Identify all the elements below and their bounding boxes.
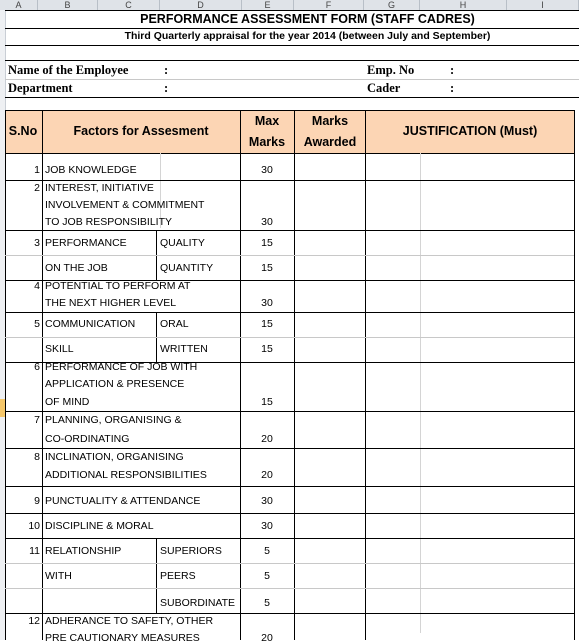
header-max-line2: Marks xyxy=(248,135,286,149)
row-3-factor-line2: ON THE JOB xyxy=(45,262,108,274)
row-8-factor-line1: INCLINATION, ORGANISING xyxy=(45,451,184,463)
department-label: Department xyxy=(8,81,73,95)
row-6-factor-line3: OF MIND xyxy=(45,396,90,408)
row-1-factor: JOB KNOWLEDGE xyxy=(45,164,137,176)
row-5-max-written: 15 xyxy=(261,343,273,355)
row-2-factor-line3: TO JOB RESPONSIBILITY xyxy=(45,216,173,228)
employee-name-label: Name of the Employee xyxy=(8,63,129,77)
row-11-max-superiors: 5 xyxy=(264,545,270,557)
emp-no-label: Emp. No xyxy=(367,63,415,77)
row-1-sno: 1 xyxy=(34,164,40,176)
row-10-max: 30 xyxy=(261,520,273,532)
row-3-sub-quality: QUALITY xyxy=(160,237,205,249)
row-2-sno: 2 xyxy=(34,182,40,194)
column-header-c[interactable]: C xyxy=(98,0,160,10)
row-10-sno: 10 xyxy=(28,520,40,532)
employee-name-colon: : xyxy=(164,63,169,77)
column-header-a[interactable]: A xyxy=(0,0,38,10)
row-3-max-quantity: 15 xyxy=(261,262,273,274)
row-11-max-peers: 5 xyxy=(264,570,270,582)
row-8-max: 20 xyxy=(261,469,273,481)
row-12-factor-line2: PRE CAUTIONARY MEASURES xyxy=(45,632,200,644)
header-sno: S.No xyxy=(8,124,38,138)
row-3-factor-line1: PERFORMANCE xyxy=(45,237,127,249)
header-awarded-line2: Awarded xyxy=(303,135,357,149)
row-7-max: 20 xyxy=(261,433,273,445)
cader-label: Cader xyxy=(367,81,401,95)
form-title: PERFORMANCE ASSESSMENT FORM (STAFF CADRES) xyxy=(140,12,475,26)
department-colon: : xyxy=(164,81,169,95)
row-6-max: 15 xyxy=(261,396,273,408)
row-3-sub-quantity: QUANTITY xyxy=(160,262,214,274)
row-4-max: 30 xyxy=(261,297,273,309)
row-3-sno: 3 xyxy=(34,237,40,249)
column-header-e[interactable]: E xyxy=(242,0,294,10)
row-5-sub-oral: ORAL xyxy=(160,318,189,330)
row-7-factor-line1: PLANNING, ORGANISING & xyxy=(45,414,182,426)
row-6-factor-line2: APPLICATION & PRESENCE xyxy=(45,378,185,390)
cader-colon: : xyxy=(450,81,455,95)
row-11-sub-superiors: SUPERIORS xyxy=(160,545,222,557)
header-awarded-line1: Marks xyxy=(311,114,349,128)
row-11-sub-peers: PEERS xyxy=(160,570,196,582)
header-justification: JUSTIFICATION (Must) xyxy=(402,124,538,138)
header-factors: Factors for Assesment xyxy=(73,124,209,138)
row-9-factor: PUNCTUALITY & ATTENDANCE xyxy=(45,495,201,507)
row-4-sno: 4 xyxy=(34,280,40,292)
row-5-factor-line1: COMMUNICATION xyxy=(45,318,136,330)
column-header-b[interactable]: B xyxy=(38,0,98,10)
row-5-factor-line2: SKILL xyxy=(45,343,74,355)
row-6-factor-line1: PERFORMANCE OF JOB WITH xyxy=(45,361,198,373)
row-10-factor: DISCIPLINE & MORAL xyxy=(45,520,154,532)
row-2-max: 30 xyxy=(261,216,273,228)
row-7-sno: 7 xyxy=(34,414,40,426)
row-6-sno: 6 xyxy=(34,361,40,373)
row-5-sub-written: WRITTEN xyxy=(160,343,208,355)
column-header-f[interactable]: F xyxy=(294,0,364,10)
row-1-max: 30 xyxy=(261,164,273,176)
column-header-g[interactable]: G xyxy=(364,0,420,10)
row-11-sub-subordinate: SUBORDINATE xyxy=(160,597,236,609)
row-11-factor-line1: RELATIONSHIP xyxy=(45,545,122,557)
emp-no-colon: : xyxy=(450,63,455,77)
row-8-factor-line2: ADDITIONAL RESPONSIBILITIES xyxy=(45,469,207,481)
row-12-max: 20 xyxy=(261,632,273,644)
row-11-sno: 11 xyxy=(29,545,40,557)
row-4-factor-line1: POTENTIAL TO PERFORM AT xyxy=(45,280,191,292)
row-11-max-subordinate: 5 xyxy=(264,597,270,609)
column-header-d[interactable]: D xyxy=(160,0,242,10)
form-subtitle: Third Quarterly appraisal for the year 2014 (between July and September) xyxy=(124,30,491,42)
column-header-i[interactable]: I xyxy=(507,0,579,10)
row-9-max: 30 xyxy=(261,495,273,507)
row-5-sno: 5 xyxy=(34,318,40,330)
row-8-sno: 8 xyxy=(34,451,40,463)
row-4-factor-line2: THE NEXT HIGHER LEVEL xyxy=(45,297,177,309)
row-7-factor-line2: CO-ORDINATING xyxy=(45,433,130,445)
row-3-max-quality: 15 xyxy=(261,237,273,249)
row-2-factor-line1: INTEREST, INITIATIVE xyxy=(45,182,154,194)
row-9-sno: 9 xyxy=(34,495,40,507)
row-5-max-oral: 15 xyxy=(261,318,273,330)
row-2-factor-line2: INVOLVEMENT & COMMITMENT xyxy=(45,199,205,211)
row-12-factor-line1: ADHERANCE TO SAFETY, OTHER xyxy=(45,615,214,627)
column-header-h[interactable]: H xyxy=(420,0,507,10)
row-11-factor-line2: WITH xyxy=(45,570,72,582)
header-max-line1: Max xyxy=(254,114,280,128)
row-12-sno: 12 xyxy=(28,615,40,627)
